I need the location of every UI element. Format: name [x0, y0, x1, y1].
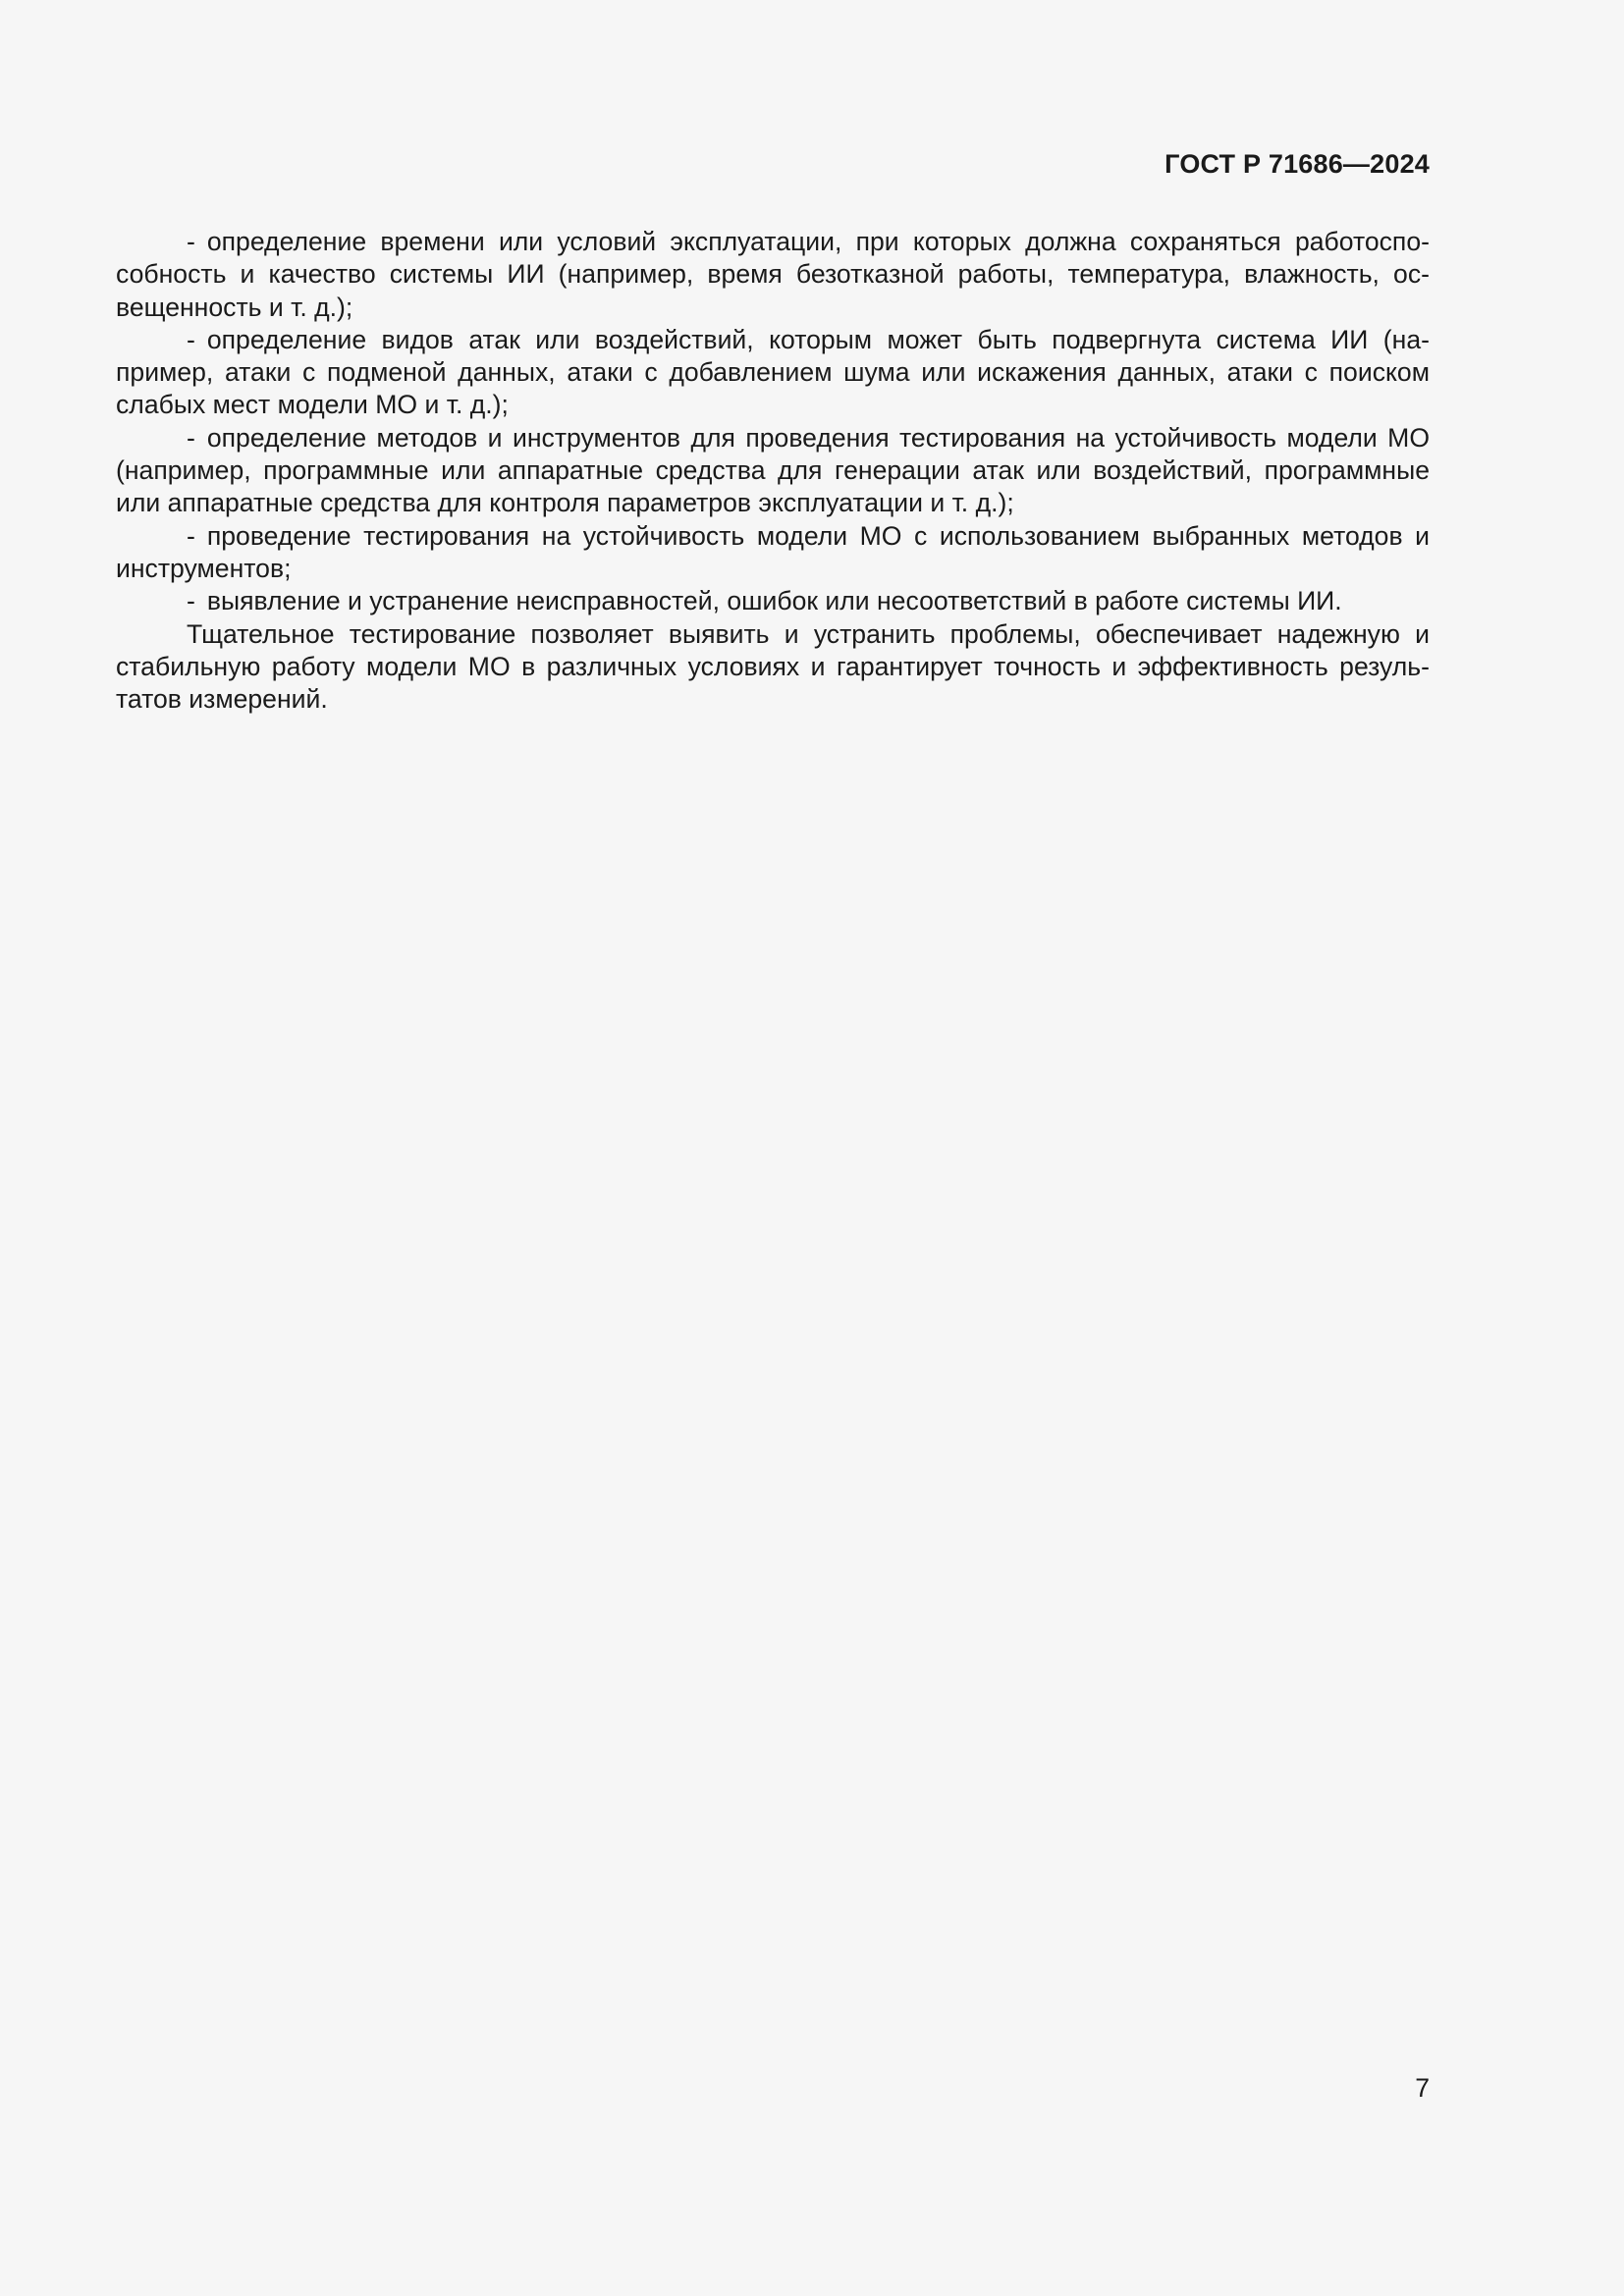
document-code-header: ГОСТ Р 71686—2024: [1164, 149, 1430, 179]
page-number: 7: [1415, 2073, 1430, 2103]
list-item: [116, 585, 1430, 617]
list-dash: -: [187, 520, 195, 551]
list-dash: -: [187, 227, 195, 256]
list-item: [116, 422, 1430, 520]
list-dash: -: [187, 324, 195, 354]
list-dash: -: [187, 422, 195, 453]
list-dash: -: [187, 586, 195, 616]
list-item-text: определение времени или условий эксплуатации, при которых должна сохраняться работоспособность и качество системы ИИ (например, время безотказной работы, температура, влажность, освещенность и т. д.);: [116, 227, 1430, 322]
document-body: [116, 226, 1430, 716]
list-item-text: определение видов атак или воздействий, которым может быть подвергнута система ИИ (например, атаки с подменой данных, атаки с добавлением шума или искажения данных, атаки с поиском слабых мест модели МО и т. д.);: [116, 324, 1430, 420]
list-item: [116, 520, 1430, 586]
list-item-text: проведение тестирования на устойчивость модели МО с использованием выбранных методов и инструментов;: [116, 520, 1430, 583]
closing-paragraph: Тщательное тестирование позволяет выявить и устранить проблемы, обеспечивает надежную и стабильную работу модели МО в различных условиях и гарантирует точность и эффективность результатов измерений.: [116, 618, 1430, 715]
list-item-text: определение методов и инструментов для проведения тестирования на устойчивость модели МО (например, программные или аппаратные средства для генерации атак или воздействий, программные или аппаратные средства для контроля параметров эксплуатации и т. д.);: [116, 422, 1430, 518]
list-item: [116, 324, 1430, 422]
list-item: [116, 226, 1430, 324]
list-item-text: выявление и устранение неисправностей, ошибок или несоответствий в работе системы ИИ.: [206, 586, 1342, 616]
